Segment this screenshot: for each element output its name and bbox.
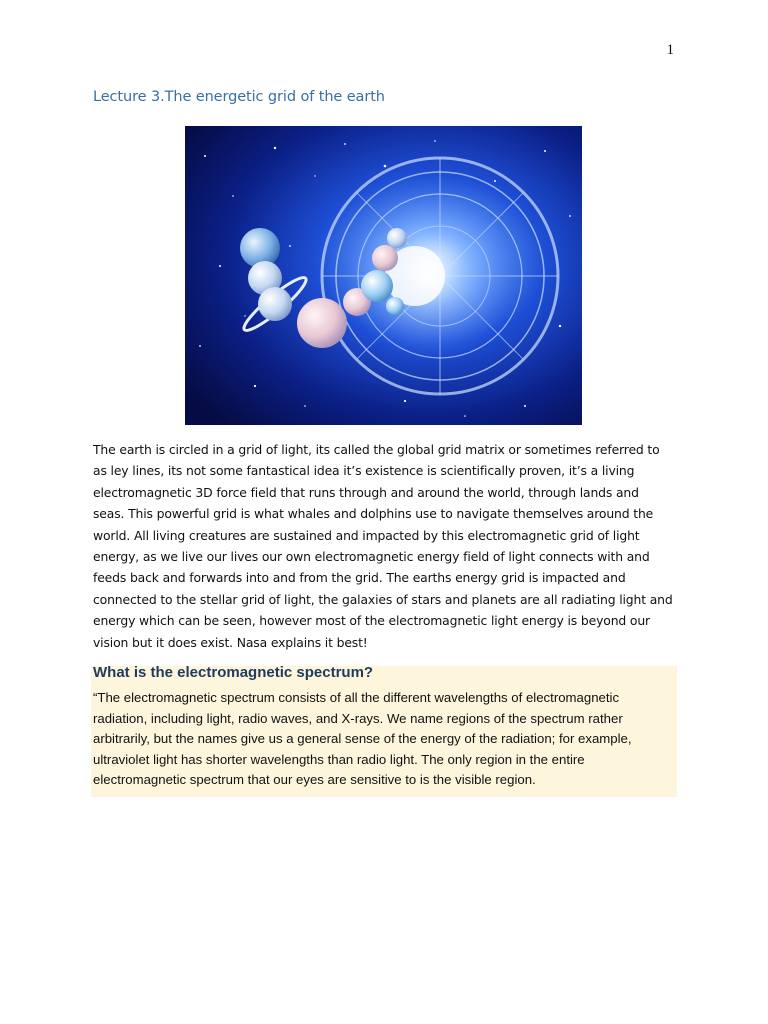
body-paragraph: The earth is circled in a grid of light, its called the global grid matrix or sometimes referred to as ley lines, its not some fantastical idea it’s existence is scientifically proven, it’s a living electromagnetic 3D force field that runs through and around the world, through lands and seas. This powerful grid is what whales and dolphins use to navigate themselves around the world. All living creatures are sustained and impacted by this electromagnetic grid of light energy, as we live our lives our own electromagnetic energy field of light connects with and feeds back and forwards into and from the grid. The earths energy grid is impacted and connected to the stellar grid of light, the galaxies of stars and planets are all radiating light and energy which can be seen, however most of the electromagnetic light energy is beyond our vision but it does exist. Nasa explains it best! xyxy=(93,442,673,650)
cosmic-planets-image xyxy=(185,126,582,425)
lecture-title: Lecture 3.The energetic grid of the earth xyxy=(93,89,385,105)
quote-text: “The electromagnetic spectrum consists of all the different wavelengths of electromagnetic radiation, including light, radio waves, and X-rays. We name regions of the spectrum rather arbitrarily, but the names give us a general sense of the energy of the radiation; for example, ultraviolet light has shorter wavelengths than radio light. The only region in the entire electromagnetic spectrum that our eyes are sensitive to is the visible region. xyxy=(93,690,632,788)
cosmic-planets-illustration xyxy=(185,126,582,425)
page-number: 1 xyxy=(666,42,674,58)
quote-heading: What is the electromagnetic spectrum? xyxy=(93,664,374,681)
